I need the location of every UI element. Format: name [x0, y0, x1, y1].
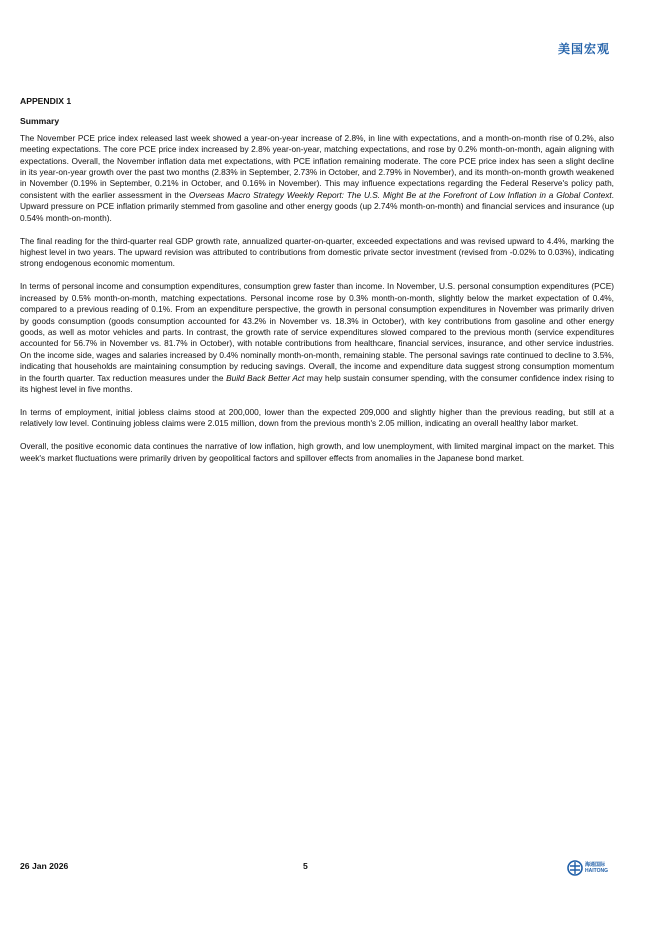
page-number: 5: [303, 861, 308, 871]
logo-cn: 海通国际: [585, 862, 606, 868]
text: may help sustain consumer spending, with the consumer confidence index rising to its highest level in five months.: [20, 372, 614, 394]
report-title: Overseas Macro Strategy Weekly Report: The U.S. Might Be at the Forefront of Low Inflation in a Global Context: [188, 189, 612, 200]
paragraph-employment: In terms of employment, initial jobless claims stood at 200,000, lower than the expected 209,000 and slightly higher than the previous reading, but still at a relatively low level. Continuing jobless claims were 2.015 million, down from the previous month's 2.05 million, indicating an overall healthy labor market.: [20, 406, 614, 429]
haitong-logo-icon: [567, 860, 583, 876]
text: In terms of personal income and consumption expenditures, consumption grew faster than income. In November, U.S. personal consumption expenditures (PCE) increased by 0.5% month-on-month, matching expectations. Personal income rose by 0.3% month-on-month, slightly below the market expectation of 0.4%, compared to a previous reading of 0.1%. From an expenditure perspective, the growth in personal consumption expenditures in November was primarily driven by goods consumption (goods consumption accounted for 43.2% in November vs. 18.3% in October), with key contributions from gasoline and other energy goods, as well as motor vehicles and parts. In contrast, the growth rate of service expenditures slowed compared to the previous month (service expenditures accounted for 56.7% in November vs. 81.7% in October), with notable contributions from healthcare, financial services, insurance, and other service industries. On the income side, wages and salaries increased by 0.4% nominally month-on-month, remaining stable. The personal savings rate continued to decline to 3.5%, indicating that households are maintaining consumption by reducing savings. Overall, the income and expenditure data suggest strong consumption momentum in the fourth quarter. Tax reduction measures under the: [20, 281, 614, 383]
header-title: 美国宏观: [557, 42, 610, 56]
paragraph-pce: [20, 133, 614, 224]
footer-date: 26 Jan 2026: [20, 861, 69, 871]
text: . Upward pressure on PCE inflation primarily stemmed from gasoline and other energy goods (up 2.74% month-on-month) and financial services and insurance (up 0.54% month-on-month).: [20, 189, 614, 223]
paragraph-income: [20, 281, 614, 395]
document-body: [20, 96, 614, 475]
logo-en: HAITONG: [585, 868, 608, 874]
paragraph-gdp: The final reading for the third-quarter real GDP growth rate, annualized quarter-on-quarter, exceeded expectations and was revised upward to 4.4%, marking the highest level in two years. The upward revision was attributed to contributions from domestic private sector investment (revised from -0.02% to 0.03%), indicating strong endogenous economic momentum.: [20, 235, 614, 269]
act-name: Build Back Better Act: [226, 372, 305, 383]
text: The November PCE price index released last week showed a year-on-year increase of 2.8%, in line with expectations, and a month-on-month rise of 0.2%, also meeting expectations. The core PCE price index increased by 2.8% year-on-year, matching expectations, and rose by 0.2% month-on-month, again aligning with expectations. Overall, the November inflation data met expectations, with PCE inflation remaining moderate. The core PCE price index has seen a slight decline in its year-on-year growth over the past two months (2.83% in September, 2.73% in October, and 2.79% in November), and its month-on-month growth weakened in November (0.19% in September, 0.21% in October, and 0.16% in November). This may influence expectations regarding the Federal Reserve's policy path, consistent with the earlier assessment in the: [20, 132, 614, 200]
appendix-title: APPENDIX 1: [20, 96, 72, 106]
section-title: Summary: [20, 116, 60, 127]
haitong-logo: [567, 860, 608, 876]
paragraph-overall: Overall, the positive economic data continues the narrative of low inflation, high growth, and low unemployment, with limited marginal impact on the market. This week's market fluctuations were primarily driven by geopolitical factors and spillover effects from anomalies in the Japanese bond market.: [20, 441, 614, 463]
